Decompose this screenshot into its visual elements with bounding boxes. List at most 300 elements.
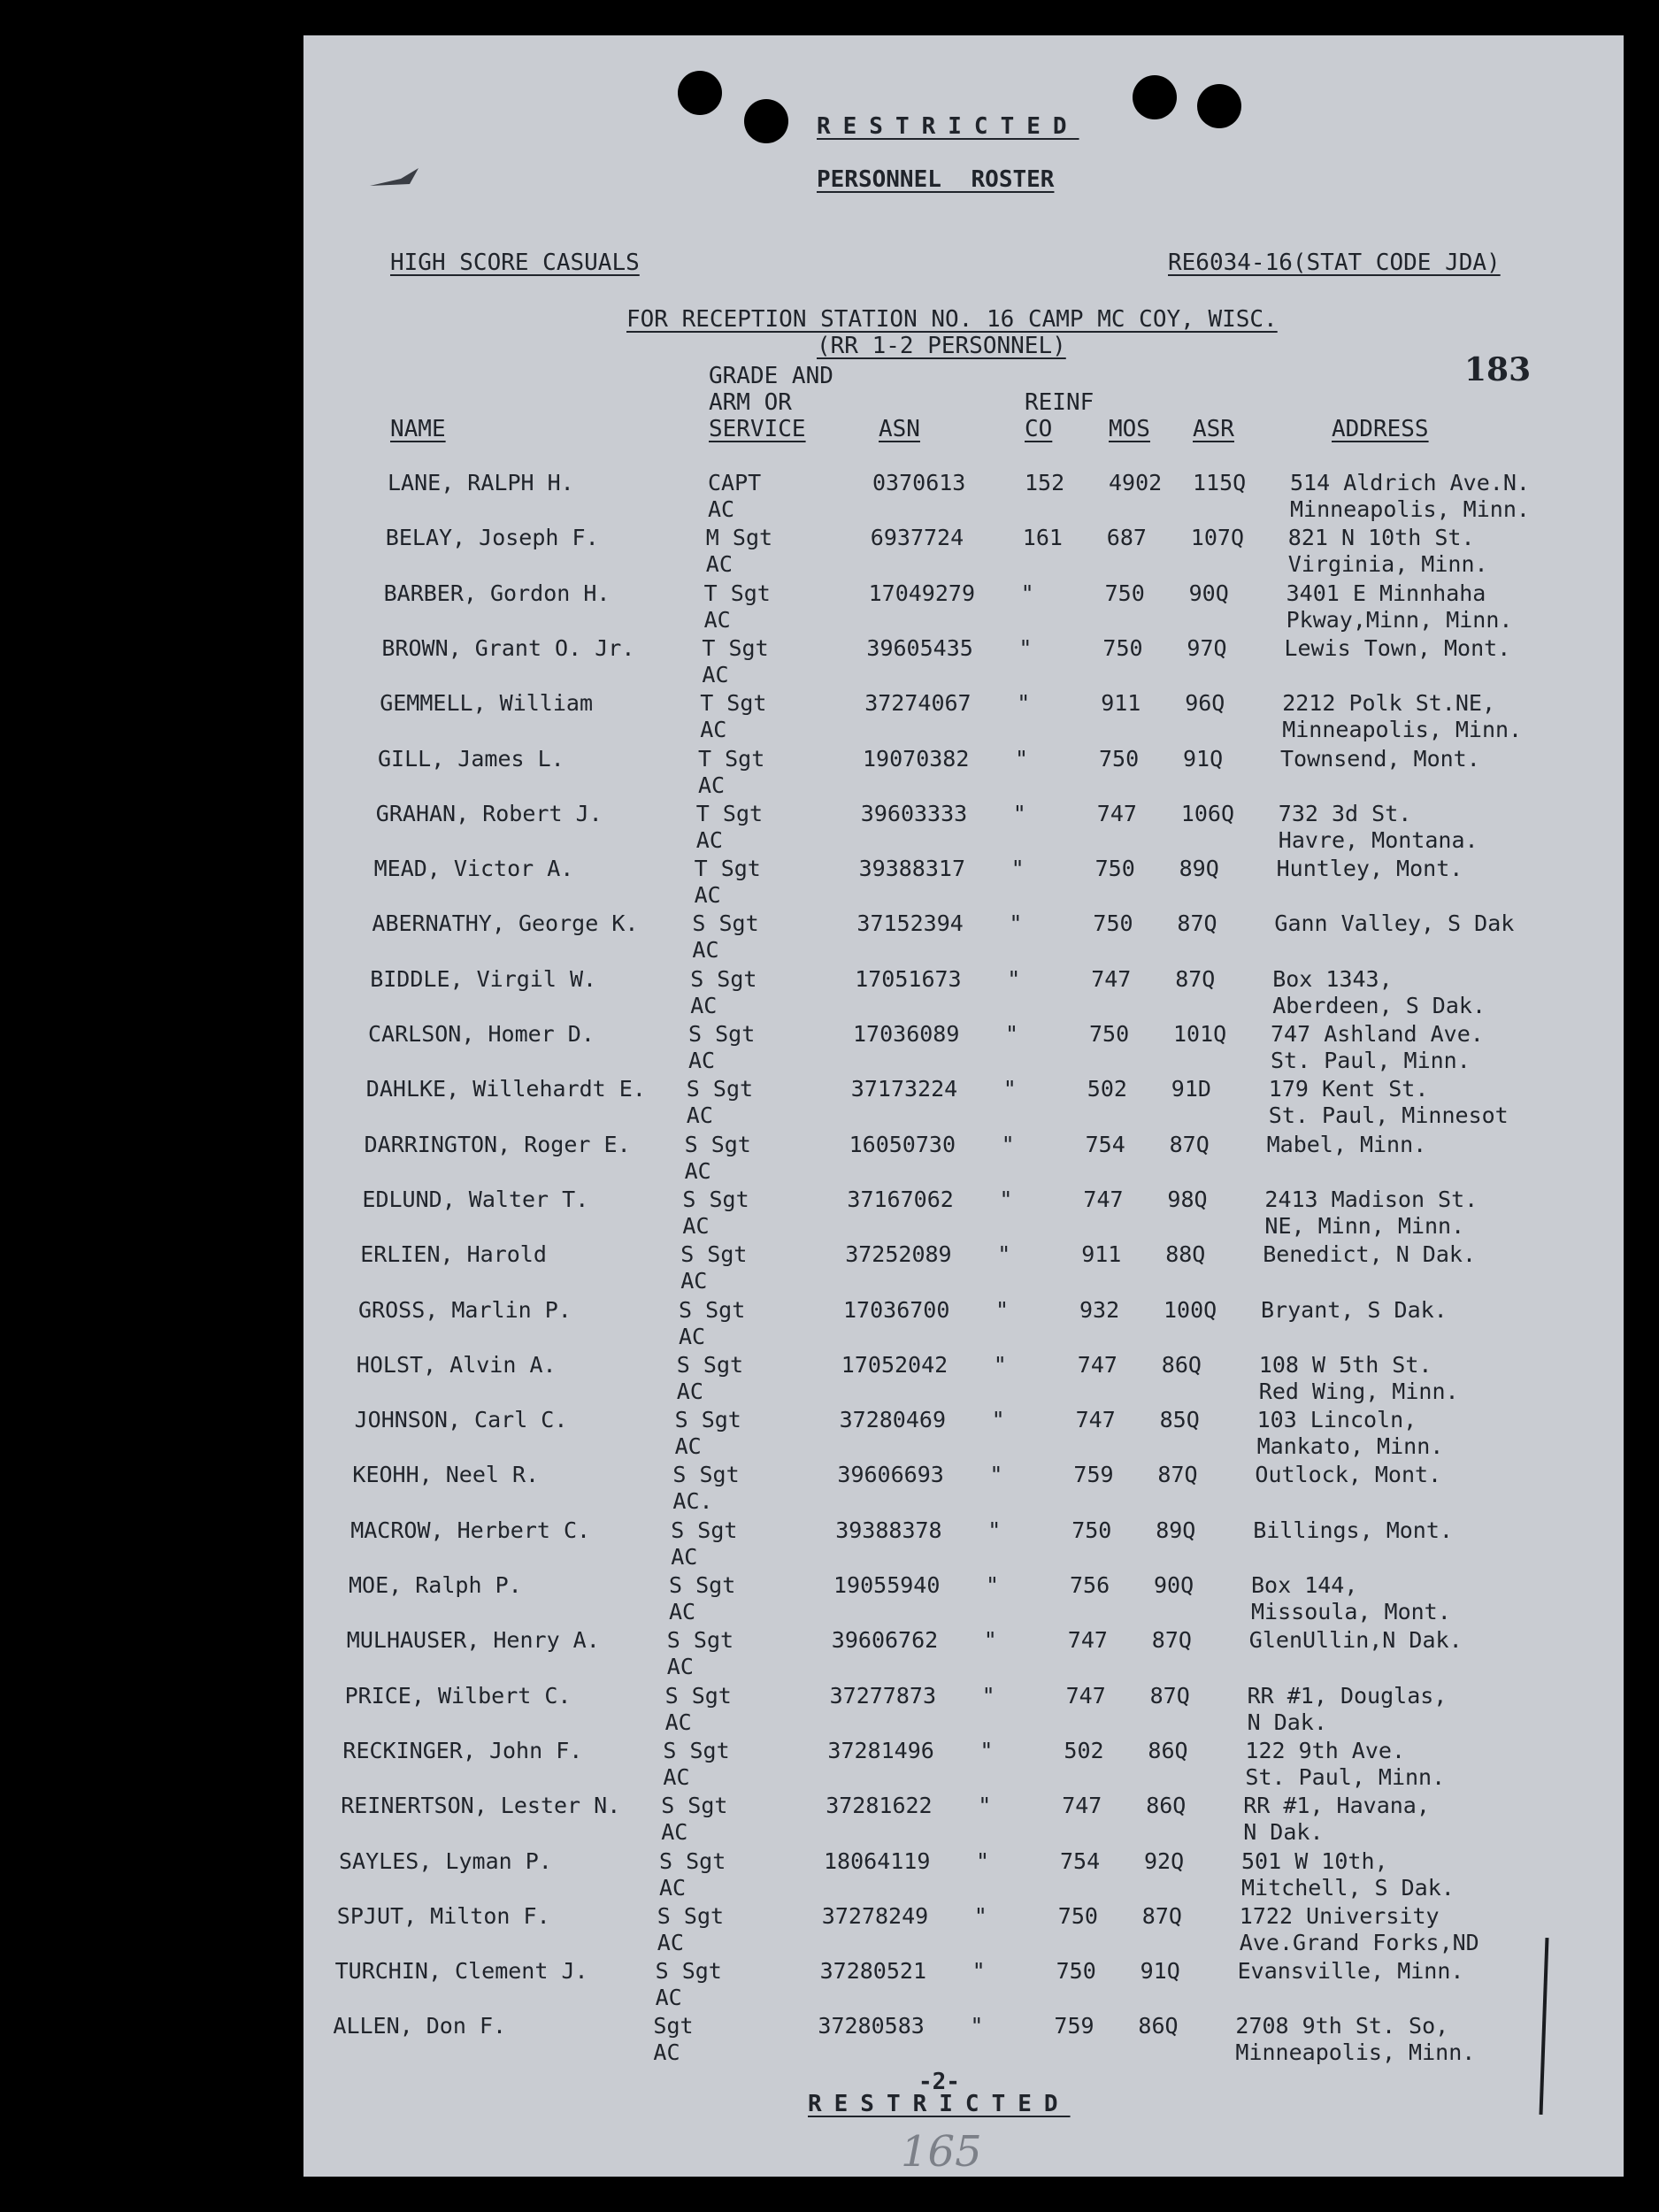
roster-reinf-co: " xyxy=(989,1462,1003,1488)
table-row xyxy=(303,1957,1624,2012)
roster-arm: AC xyxy=(655,1985,682,2011)
roster-arm: AC xyxy=(694,882,721,909)
roster-name: LANE, RALPH H. xyxy=(388,470,574,495)
roster-address-line1: Mabel, Minn. xyxy=(1266,1131,1427,1157)
roster-reinf-co: " xyxy=(976,1847,990,1874)
roster-arm: AC xyxy=(653,2039,680,2066)
roster-address-line1: 732 3d St. xyxy=(1278,800,1412,826)
roster-mos: 754 xyxy=(1060,1847,1101,1874)
roster-mos: 750 xyxy=(1056,1958,1096,1985)
roster-reinf-co: " xyxy=(1007,965,1021,992)
roster-asn: 39388317 xyxy=(858,856,966,882)
roster-mos: 911 xyxy=(1101,690,1141,717)
table-row xyxy=(303,634,1624,689)
roster-arm: AC xyxy=(659,1874,687,1901)
roster-reinf-co: " xyxy=(991,1407,1005,1433)
roster-mos: 750 xyxy=(1102,634,1143,661)
roster-arm: AC xyxy=(702,661,729,687)
roster-name: PRICE, Wilbert C. xyxy=(344,1682,572,1709)
roster-address-line2: St. Paul, Minn. xyxy=(1271,1048,1471,1073)
roster-grade: S Sgt xyxy=(692,910,759,937)
roster-grade: T Sgt xyxy=(695,800,764,826)
roster-mos: 747 xyxy=(1075,1407,1116,1433)
roster-grade: CAPT xyxy=(708,470,762,495)
roster-arm: AC xyxy=(686,1102,713,1129)
roster-address-line1: 501 W 10th, xyxy=(1241,1847,1388,1874)
roster-asr: 97Q xyxy=(1187,634,1227,661)
roster-mos: 747 xyxy=(1096,800,1137,826)
handwritten-number: 165 xyxy=(901,2127,982,2177)
table-row xyxy=(303,469,1624,524)
roster-name: JOHNSON, Carl C. xyxy=(354,1407,568,1433)
roster-grade: S Sgt xyxy=(674,1407,741,1433)
table-row xyxy=(303,1847,1624,1902)
roster-mos: 756 xyxy=(1070,1572,1110,1598)
roster-grade: S Sgt xyxy=(657,1902,725,1929)
roster-address-line2: Mitchell, S Dak. xyxy=(1241,1874,1455,1901)
roster-grade: S Sgt xyxy=(671,1517,738,1543)
roster-address-line2: Minneapolis, Minn. xyxy=(1282,717,1523,743)
roster-reinf-co: " xyxy=(1012,800,1026,826)
roster-address-line1: Huntley, Mont. xyxy=(1276,856,1463,882)
table-row xyxy=(303,1406,1624,1461)
table-row xyxy=(303,965,1624,1020)
roster-mos: 750 xyxy=(1094,856,1135,882)
roster-grade: S Sgt xyxy=(690,965,757,992)
roster-name: ALLEN, Don F. xyxy=(333,2013,507,2039)
roster-grade: S Sgt xyxy=(659,1847,726,1874)
roster-asr: 90Q xyxy=(1188,580,1229,606)
roster-arm: AC xyxy=(671,1543,698,1570)
roster-reinf-co: " xyxy=(986,1572,1000,1598)
roster-asn: 37280521 xyxy=(819,1958,927,1985)
roster-asn: 39606762 xyxy=(831,1627,939,1654)
roster-name: BIDDLE, Virgil W. xyxy=(370,965,597,992)
roster-address-line1: Box 144, xyxy=(1251,1572,1358,1598)
document-title: PERSONNEL ROSTER xyxy=(817,166,1055,193)
table-row xyxy=(303,1792,1624,1847)
roster-asn: 37152394 xyxy=(856,910,964,937)
roster-asr: 106Q xyxy=(1180,800,1235,826)
roster-grade: S Sgt xyxy=(684,1131,751,1157)
roster-address-line1: Outlock, Mont. xyxy=(1255,1462,1442,1488)
table-row xyxy=(303,1075,1624,1130)
restricted-footer: RESTRICTED xyxy=(808,2091,1071,2117)
roster-asn: 39388378 xyxy=(835,1517,942,1543)
roster-address-line1: Benedict, N Dak. xyxy=(1263,1241,1477,1268)
roster-asn: 39605435 xyxy=(866,634,973,661)
stat-code: RE6034-16(STAT CODE JDA) xyxy=(1168,250,1501,276)
table-row xyxy=(303,1626,1624,1681)
page-marker: -2- xyxy=(918,2069,960,2095)
roster-mos: 747 xyxy=(1065,1682,1106,1709)
roster-address-line1: Bryant, S Dak. xyxy=(1261,1296,1448,1323)
roster-arm: AC xyxy=(690,992,718,1018)
station-line: FOR RECEPTION STATION NO. 16 CAMP MC COY, WISC. xyxy=(626,306,1278,333)
roster-mos: 747 xyxy=(1067,1627,1108,1654)
roster-arm: AC xyxy=(661,1819,688,1846)
roster-mos: 754 xyxy=(1085,1131,1125,1157)
roster-address-line2: Mankato, Minn. xyxy=(1256,1433,1444,1460)
roster-address-line1: Townsend, Mont. xyxy=(1280,745,1480,772)
roster-asn: 37167062 xyxy=(847,1186,954,1212)
roster-mos: 687 xyxy=(1106,525,1147,551)
roster-asr: 96Q xyxy=(1185,690,1225,717)
roster-address-line1: RR #1, Havana, xyxy=(1243,1793,1430,1819)
roster-asn: 16050730 xyxy=(849,1131,956,1157)
roster-asn: 37277873 xyxy=(829,1682,937,1709)
roster-asn: 19070382 xyxy=(863,745,970,772)
roster-asr: 115Q xyxy=(1193,470,1247,495)
roster-name: MEAD, Victor A. xyxy=(373,856,574,882)
roster-asn: 37281622 xyxy=(826,1793,933,1819)
roster-address-line1: Lewis Town, Mont. xyxy=(1284,634,1511,661)
roster-grade: S Sgt xyxy=(672,1462,740,1488)
roster-asn: 6937724 xyxy=(870,525,964,551)
roster-address-line1: GlenUllin,N Dak. xyxy=(1248,1627,1463,1654)
roster-asn: 37173224 xyxy=(850,1076,958,1102)
table-row xyxy=(303,1131,1624,1186)
roster-reinf-co: " xyxy=(979,1737,994,1763)
punch-hole xyxy=(1197,84,1241,128)
roster-name: GRAHAN, Robert J. xyxy=(375,800,603,826)
roster-arm: AC xyxy=(684,1157,711,1184)
roster-asn: 37280583 xyxy=(818,2013,925,2039)
pen-mark-icon xyxy=(365,159,436,195)
roster-arm: AC xyxy=(708,496,735,522)
roster-asr: 87Q xyxy=(1151,1627,1192,1654)
roster-mos: 747 xyxy=(1062,1793,1102,1819)
table-row xyxy=(303,2012,1624,2067)
roster-name: GEMMELL, William xyxy=(380,690,594,717)
roster-reinf-co: " xyxy=(999,1186,1013,1212)
roster-name: TURCHIN, Clement J. xyxy=(334,1958,588,1985)
table-row xyxy=(303,1737,1624,1792)
roster-name: GROSS, Marlin P. xyxy=(358,1296,572,1323)
roster-asr: 91Q xyxy=(1140,1958,1180,1985)
roster-asr: 87Q xyxy=(1175,965,1216,992)
roster-address-line1: 747 Ashland Ave. xyxy=(1271,1021,1484,1047)
roster-reinf-co: " xyxy=(972,1958,986,1985)
roster-reinf-co: " xyxy=(981,1682,995,1709)
roster-arm: AC xyxy=(666,1654,694,1680)
roster-asr: 107Q xyxy=(1190,525,1245,551)
roster-name: DARRINGTON, Roger E. xyxy=(364,1131,631,1157)
roster-arm: AC xyxy=(698,772,726,798)
table-row xyxy=(303,1351,1624,1406)
roster-asn: 17051673 xyxy=(855,965,962,992)
roster-address-line1: 179 Kent St. xyxy=(1268,1076,1429,1102)
roster-reinf-co: " xyxy=(1009,910,1023,937)
roster-address-line2: Minneapolis, Minn. xyxy=(1290,496,1530,522)
roster-grade: S Sgt xyxy=(680,1241,748,1268)
roster-address-line2: Minneapolis, Minn. xyxy=(1235,2039,1476,2066)
roster-address-line2: Virginia, Minn. xyxy=(1287,551,1488,578)
roster-name: CARLSON, Homer D. xyxy=(368,1021,595,1047)
roster-name: MULHAUSER, Henry A. xyxy=(346,1627,600,1654)
roster-address-line1: 3401 E Minnhaha xyxy=(1286,580,1486,606)
roster-arm: AC xyxy=(676,1378,703,1404)
roster-name: EDLUND, Walter T. xyxy=(362,1186,589,1212)
roster-address-line1: 2212 Polk St.NE, xyxy=(1282,690,1496,717)
roster-reinf-co: " xyxy=(1001,1131,1015,1157)
roster-asn: 37252089 xyxy=(845,1241,952,1268)
roster-reinf-co: 161 xyxy=(1022,525,1063,551)
sub-station-line: (RR 1-2 PERSONNEL) xyxy=(817,333,1066,359)
roster-asr: 87Q xyxy=(1177,910,1217,937)
roster-asn: 18064119 xyxy=(824,1847,931,1874)
col-header-asn: ASN xyxy=(879,416,920,442)
table-row xyxy=(303,580,1624,634)
roster-arm: AC xyxy=(688,1048,716,1073)
roster-asn: 19055940 xyxy=(833,1572,941,1598)
table-row xyxy=(303,855,1624,910)
roster-mos: 759 xyxy=(1073,1462,1114,1488)
roster-mos: 502 xyxy=(1087,1076,1127,1102)
roster-name: BELAY, Joseph F. xyxy=(385,525,599,551)
roster-arm: AC xyxy=(705,551,733,578)
roster-mos: 750 xyxy=(1089,1021,1130,1047)
table-row xyxy=(303,1682,1624,1737)
roster-reinf-co: " xyxy=(978,1793,992,1819)
roster-asr: 89Q xyxy=(1179,856,1219,882)
roster-grade: M Sgt xyxy=(705,525,773,551)
roster-address-line1: 514 Aldrich Ave.N. xyxy=(1290,470,1530,495)
roster-asr: 85Q xyxy=(1159,1407,1200,1433)
roster-address-line2: Aberdeen, S Dak. xyxy=(1272,992,1486,1018)
roster-grade: S Sgt xyxy=(655,1958,722,1985)
roster-asn: 37278249 xyxy=(821,1902,929,1929)
roster-address-line1: RR #1, Douglas, xyxy=(1247,1682,1448,1709)
roster-asn: 17036089 xyxy=(853,1021,960,1047)
col-header-grade-1: GRADE AND xyxy=(709,363,833,389)
roster-name: KEOHH, Neel R. xyxy=(352,1462,540,1488)
roster-asn: 37281496 xyxy=(827,1737,934,1763)
roster-address-line2: Pkway,Minn, Minn. xyxy=(1286,606,1513,633)
roster-name: ERLIEN, Harold xyxy=(360,1241,547,1268)
roster-grade: S Sgt xyxy=(669,1572,736,1598)
roster-address-line2: Havre, Montana. xyxy=(1278,826,1479,853)
roster-arm: AC xyxy=(695,826,723,853)
roster-address-line1: 821 N 10th St. xyxy=(1287,525,1475,551)
roster-grade: S Sgt xyxy=(679,1296,746,1323)
roster-asn: 17036700 xyxy=(843,1296,950,1323)
roster-grade: S Sgt xyxy=(682,1186,749,1212)
roster-asr: 91Q xyxy=(1183,745,1224,772)
restricted-header: RESTRICTED xyxy=(817,113,1079,140)
roster-arm: AC xyxy=(664,1709,692,1735)
roster-grade: Sgt xyxy=(653,2013,694,2039)
roster-grade: S Sgt xyxy=(664,1682,732,1709)
roster-asr: 100Q xyxy=(1164,1296,1217,1323)
roster-mos: 750 xyxy=(1071,1517,1112,1543)
col-header-reinf-2: CO xyxy=(1025,416,1053,442)
roster-name: BARBER, Gordon H. xyxy=(383,580,611,606)
roster-address-line2: Missoula, Mont. xyxy=(1251,1599,1451,1624)
roster-asn: 17052042 xyxy=(841,1351,949,1378)
roster-asr: 87Q xyxy=(1141,1902,1182,1929)
roster-asn: 39603333 xyxy=(860,800,968,826)
roster-asn: 0370613 xyxy=(872,470,966,495)
roster-name: GILL, James L. xyxy=(378,745,565,772)
table-row xyxy=(303,1296,1624,1351)
roster-grade: T Sgt xyxy=(694,856,761,882)
roster-reinf-co: " xyxy=(997,1241,1011,1268)
roster-arm: AC xyxy=(700,717,727,743)
roster-reinf-co: " xyxy=(1020,580,1034,606)
roster-mos: 747 xyxy=(1091,965,1132,992)
roster-address-line2: St. Paul, Minn. xyxy=(1245,1763,1446,1790)
table-row xyxy=(303,1461,1624,1516)
roster-asr: 91D xyxy=(1171,1076,1211,1102)
roster-address-line1: 2708 9th St. So, xyxy=(1235,2013,1449,2039)
roster-arm: AC. xyxy=(672,1488,713,1515)
roster-address-line1: 108 W 5th St. xyxy=(1258,1351,1432,1378)
table-row xyxy=(303,1020,1624,1075)
roster-name: SAYLES, Lyman P. xyxy=(339,1847,552,1874)
table-row xyxy=(303,524,1624,579)
roster-grade: T Sgt xyxy=(700,690,767,717)
roster-grade: S Sgt xyxy=(663,1737,730,1763)
punch-hole xyxy=(1133,75,1177,119)
roster-grade: S Sgt xyxy=(676,1351,744,1378)
table-row xyxy=(303,800,1624,855)
roster-grade: T Sgt xyxy=(702,634,769,661)
roster-name: ABERNATHY, George K. xyxy=(372,910,639,937)
table-row xyxy=(303,745,1624,800)
roster-asr: 92Q xyxy=(1144,1847,1185,1874)
col-header-name: NAME xyxy=(390,416,446,442)
roster-mos: 747 xyxy=(1083,1186,1124,1212)
roster-reinf-co: " xyxy=(1015,745,1029,772)
roster-address-line2: N Dak. xyxy=(1243,1819,1324,1846)
roster-asr: 87Q xyxy=(1169,1131,1210,1157)
roster-name: RECKINGER, John F. xyxy=(342,1737,583,1763)
roster-address-line1: 122 9th Ave. xyxy=(1245,1737,1406,1763)
roster-asr: 87Q xyxy=(1149,1682,1190,1709)
table-row xyxy=(303,910,1624,964)
roster-asr: 86Q xyxy=(1148,1737,1188,1763)
roster-arm: AC xyxy=(682,1212,710,1239)
table-row xyxy=(303,1517,1624,1571)
col-header-grade-2: ARM OR xyxy=(709,389,792,416)
roster-asr: 90Q xyxy=(1154,1572,1194,1598)
roster-asn: 39606693 xyxy=(837,1462,944,1488)
roster-address-line2: NE, Minn, Minn. xyxy=(1264,1212,1465,1239)
roster-address-line1: Evansville, Minn. xyxy=(1237,1958,1464,1985)
roster-mos: 750 xyxy=(1057,1902,1098,1929)
col-header-asr: ASR xyxy=(1193,416,1234,442)
roster-asr: 86Q xyxy=(1138,2013,1179,2039)
col-header-reinf-1: REINF xyxy=(1025,389,1094,416)
roster-address-line1: Billings, Mont. xyxy=(1253,1517,1453,1543)
roster-address-line2: Ave.Grand Forks,ND xyxy=(1239,1929,1479,1955)
roster-reinf-co: 152 xyxy=(1025,470,1065,495)
roster-arm: AC xyxy=(692,937,719,964)
roster-asr: 87Q xyxy=(1157,1462,1198,1488)
roster-grade: S Sgt xyxy=(661,1793,728,1819)
roster-mos: 759 xyxy=(1054,2013,1094,2039)
roster-address-line2: St. Paul, Minnesot xyxy=(1268,1102,1509,1129)
roster-reinf-co: " xyxy=(987,1517,1002,1543)
roster-reinf-co: " xyxy=(1002,1076,1017,1102)
roster-asr: 101Q xyxy=(1173,1021,1227,1047)
roster-arm: AC xyxy=(663,1763,690,1790)
roster-address-line2: N Dak. xyxy=(1247,1709,1327,1735)
roster-reinf-co: " xyxy=(973,1902,987,1929)
punch-hole xyxy=(744,99,788,143)
roster-page xyxy=(303,35,1624,2177)
roster-mos: 750 xyxy=(1099,745,1140,772)
roster-address-line2: Red Wing, Minn. xyxy=(1258,1378,1459,1404)
roster-grade: T Sgt xyxy=(698,745,765,772)
roster-grade: S Sgt xyxy=(688,1021,756,1047)
roster-mos: 911 xyxy=(1081,1241,1122,1268)
roster-asr: 98Q xyxy=(1167,1186,1208,1212)
roster-name: REINERTSON, Lester N. xyxy=(341,1793,621,1819)
roster-arm: AC xyxy=(669,1599,696,1624)
roster-arm: AC xyxy=(657,1929,684,1955)
table-row xyxy=(303,1186,1624,1240)
table-row xyxy=(303,1240,1624,1295)
roster-address-line1: 103 Lincoln, xyxy=(1256,1407,1417,1433)
roster-mos: 750 xyxy=(1104,580,1145,606)
roster-name: SPJUT, Milton F. xyxy=(336,1902,550,1929)
roster-asr: 86Q xyxy=(1161,1351,1202,1378)
col-header-grade-3: SERVICE xyxy=(709,416,806,442)
roster-reinf-co: " xyxy=(995,1296,1010,1323)
table-row xyxy=(303,1571,1624,1626)
roster-name: HOLST, Alvin A. xyxy=(356,1351,557,1378)
roster-asn: 37280469 xyxy=(839,1407,947,1433)
roster-mos: 932 xyxy=(1079,1296,1120,1323)
col-header-mos: MOS xyxy=(1109,416,1150,442)
roster-arm: AC xyxy=(680,1268,708,1294)
roster-asn: 17049279 xyxy=(868,580,976,606)
roster-grade: S Sgt xyxy=(686,1076,754,1102)
roster-mos: 750 xyxy=(1093,910,1133,937)
roster-asr: 88Q xyxy=(1165,1241,1206,1268)
roster-name: MOE, Ralph P. xyxy=(349,1572,522,1598)
roster-reinf-co: " xyxy=(1005,1021,1019,1047)
roster-address-line1: Gann Valley, S Dak xyxy=(1274,910,1515,937)
roster-address-line1: 1722 University xyxy=(1239,1902,1440,1929)
roster-asr: 86Q xyxy=(1146,1793,1187,1819)
roster-grade: S Sgt xyxy=(666,1627,734,1654)
roster-arm: AC xyxy=(679,1323,706,1349)
roster-address-line1: 2413 Madison St. xyxy=(1264,1186,1479,1212)
table-row xyxy=(303,1902,1624,1957)
roster-asn: 37274067 xyxy=(864,690,972,717)
roster-mos: 747 xyxy=(1077,1351,1118,1378)
roster-grade: T Sgt xyxy=(703,580,771,606)
roster-name: BROWN, Grant O. Jr. xyxy=(381,634,635,661)
roster-mos: 4902 xyxy=(1109,470,1163,495)
roster-address-line1: Box 1343, xyxy=(1272,965,1393,992)
table-row xyxy=(303,689,1624,744)
roster-reinf-co: " xyxy=(1017,690,1031,717)
roster-reinf-co: " xyxy=(1010,856,1025,882)
roster-arm: AC xyxy=(674,1433,702,1460)
col-header-address: ADDRESS xyxy=(1332,416,1429,442)
roster-reinf-co: " xyxy=(993,1351,1007,1378)
roster-reinf-co: " xyxy=(1018,634,1033,661)
roster-reinf-co: " xyxy=(970,2013,984,2039)
punch-hole xyxy=(678,71,722,115)
roster-arm: AC xyxy=(703,606,731,633)
page-number: 183 xyxy=(1464,351,1532,388)
unit-label: HIGH SCORE CASUALS xyxy=(390,250,640,276)
